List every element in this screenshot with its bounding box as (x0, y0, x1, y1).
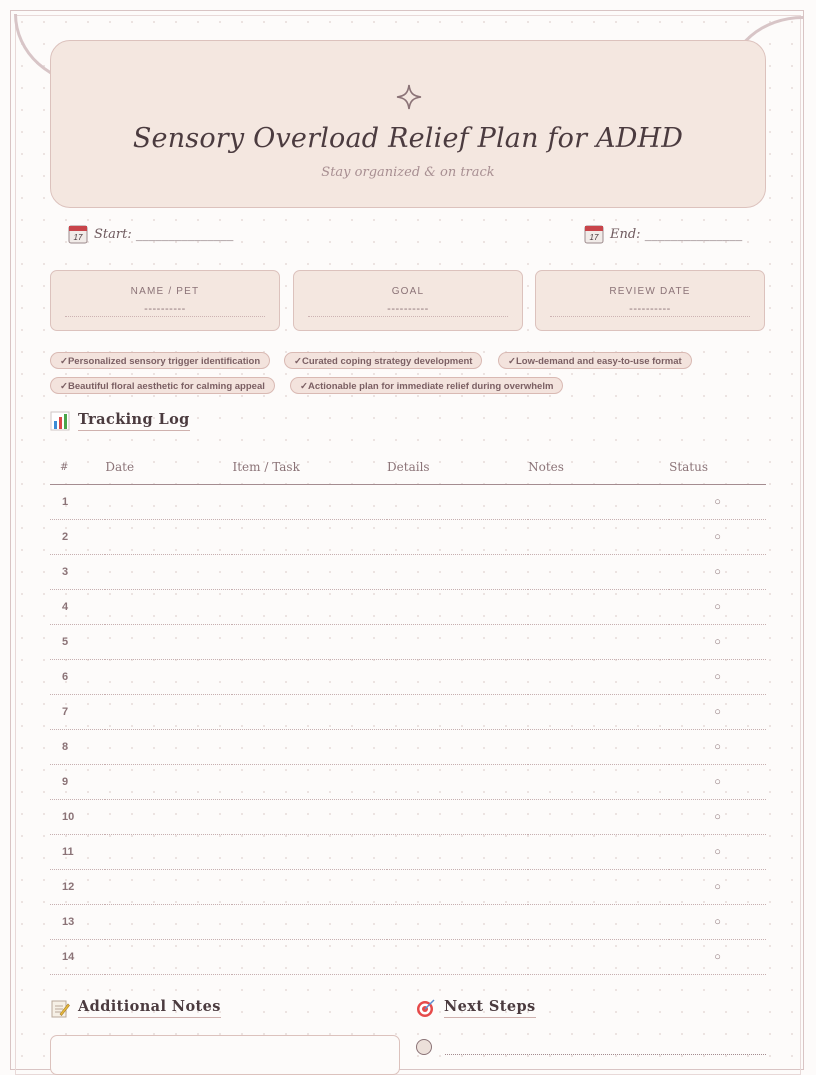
table-row (50, 905, 766, 940)
details-cell[interactable] (387, 660, 528, 695)
item-cell[interactable] (232, 800, 387, 835)
feature-chip: ✓Actionable plan for immediate relief during overwhelm (290, 377, 563, 394)
notes-cell[interactable] (528, 940, 669, 975)
additional-notes-heading (50, 998, 221, 1018)
row-number: 13 (50, 905, 105, 940)
status-cell[interactable]: ○ (669, 590, 766, 625)
additional-notes-box[interactable] (50, 1035, 400, 1075)
item-cell[interactable] (232, 625, 387, 660)
table-header-row (50, 450, 766, 485)
name-pet-box[interactable] (50, 270, 280, 331)
start-date[interactable] (68, 222, 233, 246)
details-cell[interactable] (387, 520, 528, 555)
feature-chip: ✓Personalized sensory trigger identification (50, 352, 270, 369)
row-number: 11 (50, 835, 105, 870)
details-cell[interactable] (387, 485, 528, 520)
status-cell[interactable]: ○ (669, 625, 766, 660)
svg-text:17: 17 (73, 233, 83, 242)
calendar-icon (584, 224, 604, 244)
status-cell[interactable]: ○ (669, 940, 766, 975)
row-number: 1 (50, 485, 105, 520)
status-cell[interactable]: ○ (669, 695, 766, 730)
item-cell[interactable] (232, 590, 387, 625)
item-cell[interactable] (232, 695, 387, 730)
column-header: Details (387, 450, 528, 485)
column-header: Date (105, 450, 232, 485)
status-cell[interactable]: ○ (669, 870, 766, 905)
date-cell[interactable] (105, 765, 232, 800)
details-cell[interactable] (387, 940, 528, 975)
details-cell[interactable] (387, 555, 528, 590)
row-number: 5 (50, 625, 105, 660)
table-row (50, 800, 766, 835)
notes-cell[interactable] (528, 905, 669, 940)
status-cell[interactable]: ○ (669, 485, 766, 520)
column-header: # (50, 450, 105, 485)
status-cell[interactable]: ○ (669, 835, 766, 870)
date-cell[interactable] (105, 695, 232, 730)
row-number: 14 (50, 940, 105, 975)
status-cell[interactable]: ○ (669, 765, 766, 800)
next-steps-heading (416, 998, 536, 1018)
section-title: Additional Notes (78, 998, 221, 1018)
notes-cell[interactable] (528, 800, 669, 835)
item-cell[interactable] (232, 520, 387, 555)
status-cell[interactable]: ○ (669, 905, 766, 940)
date-cell[interactable] (105, 905, 232, 940)
date-cell[interactable] (105, 940, 232, 975)
details-cell[interactable] (387, 835, 528, 870)
next-step-item[interactable] (416, 1038, 766, 1058)
notes-cell[interactable] (528, 520, 669, 555)
notes-cell[interactable] (528, 730, 669, 765)
date-cell[interactable] (105, 835, 232, 870)
details-cell[interactable] (387, 625, 528, 660)
column-header: Notes (528, 450, 669, 485)
notes-cell[interactable] (528, 765, 669, 800)
date-cell[interactable] (105, 485, 232, 520)
column-header: Item / Task (232, 450, 387, 485)
target-icon (416, 998, 436, 1018)
info-box-label: NAME / PET (130, 286, 200, 297)
row-number: 12 (50, 870, 105, 905)
page-title: Sensory Overload Relief Plan for ADHD (132, 123, 684, 154)
row-number: 8 (50, 730, 105, 765)
date-cell[interactable] (105, 800, 232, 835)
step-line (445, 1054, 766, 1055)
details-cell[interactable] (387, 870, 528, 905)
table-row (50, 695, 766, 730)
feature-chip: ✓Low-demand and easy-to-use format (498, 352, 692, 369)
notes-cell[interactable] (528, 485, 669, 520)
details-cell[interactable] (387, 730, 528, 765)
end-date-label: End: _______________ (610, 226, 743, 242)
info-box-value: ---------- (550, 303, 750, 317)
table-row (50, 660, 766, 695)
row-number: 10 (50, 800, 105, 835)
date-cell[interactable] (105, 870, 232, 905)
table-row (50, 765, 766, 800)
memo-icon (50, 998, 70, 1018)
notes-cell[interactable] (528, 625, 669, 660)
info-box-label: REVIEW DATE (609, 286, 691, 297)
item-cell[interactable] (232, 835, 387, 870)
table-row (50, 870, 766, 905)
details-cell[interactable] (387, 695, 528, 730)
details-cell[interactable] (387, 800, 528, 835)
status-cell[interactable]: ○ (669, 800, 766, 835)
table-row (50, 730, 766, 765)
table-row (50, 625, 766, 660)
goal-box[interactable] (293, 270, 523, 331)
table-row (50, 555, 766, 590)
table-row (50, 520, 766, 555)
row-number: 3 (50, 555, 105, 590)
notes-cell[interactable] (528, 555, 669, 590)
tracking-log-table (50, 450, 766, 975)
item-cell[interactable] (232, 905, 387, 940)
item-cell[interactable] (232, 485, 387, 520)
date-cell[interactable] (105, 520, 232, 555)
table-row (50, 590, 766, 625)
row-number: 4 (50, 590, 105, 625)
date-cell[interactable] (105, 660, 232, 695)
tracking-log-heading (50, 411, 190, 431)
feature-chip: ✓Curated coping strategy development (284, 352, 482, 369)
row-number: 2 (50, 520, 105, 555)
end-date[interactable] (584, 222, 742, 246)
details-cell[interactable] (387, 590, 528, 625)
date-cell[interactable] (105, 555, 232, 590)
table-row (50, 485, 766, 520)
details-cell[interactable] (387, 765, 528, 800)
status-cell[interactable]: ○ (669, 730, 766, 765)
date-cell[interactable] (105, 590, 232, 625)
status-cell[interactable]: ○ (669, 520, 766, 555)
status-cell[interactable]: ○ (669, 660, 766, 695)
section-title: Next Steps (444, 998, 536, 1018)
notes-cell[interactable] (528, 590, 669, 625)
item-cell[interactable] (232, 765, 387, 800)
table-row (50, 940, 766, 975)
notes-cell[interactable] (528, 870, 669, 905)
notes-cell[interactable] (528, 660, 669, 695)
item-cell[interactable] (232, 730, 387, 765)
item-cell[interactable] (232, 870, 387, 905)
section-title: Tracking Log (78, 411, 190, 431)
status-cell[interactable]: ○ (669, 555, 766, 590)
step-checkbox[interactable] (416, 1039, 432, 1055)
table-row (50, 835, 766, 870)
column-header: Status (669, 450, 766, 485)
info-box-value: ---------- (308, 303, 508, 317)
feature-chip: ✓Beautiful floral aesthetic for calming appeal (50, 377, 275, 394)
review-date-box[interactable] (535, 270, 765, 331)
calendar-icon (68, 224, 88, 244)
item-cell[interactable] (232, 660, 387, 695)
notes-cell[interactable] (528, 835, 669, 870)
sparkle-icon (395, 83, 423, 111)
page-subtitle: Stay organized & on track (321, 165, 495, 180)
header-card (50, 40, 766, 208)
svg-text:17: 17 (589, 233, 599, 242)
details-cell[interactable] (387, 905, 528, 940)
date-cell[interactable] (105, 625, 232, 660)
start-date-label: Start: _______________ (94, 226, 234, 242)
info-box-label: GOAL (391, 286, 425, 297)
row-number: 6 (50, 660, 105, 695)
notes-cell[interactable] (528, 695, 669, 730)
item-cell[interactable] (232, 940, 387, 975)
item-cell[interactable] (232, 555, 387, 590)
row-number: 9 (50, 765, 105, 800)
info-box-value: ---------- (65, 303, 265, 317)
row-number: 7 (50, 695, 105, 730)
chart-icon (50, 411, 70, 431)
date-cell[interactable] (105, 730, 232, 765)
